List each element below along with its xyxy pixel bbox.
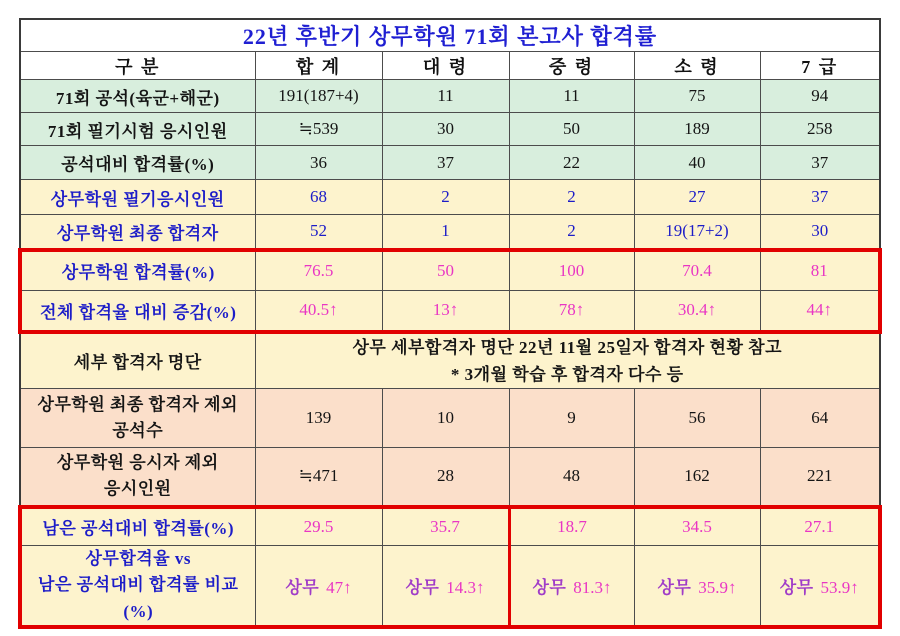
cell: 36	[255, 146, 382, 180]
cell: 100	[509, 250, 634, 291]
row-label: 71회 공석(육군+해군)	[20, 80, 255, 113]
cell: 30.4↑	[634, 291, 760, 332]
cell: 37	[760, 180, 880, 215]
row-label: 상무학원 응시자 제외 응시인원	[20, 448, 255, 507]
row-label: 상무학원 필기응시인원	[20, 180, 255, 215]
cell: 2	[509, 180, 634, 215]
table-row-highlighted	[20, 507, 880, 546]
table-row	[20, 146, 880, 180]
cell: 78↑	[509, 291, 634, 332]
sangmu-prefix: 상무	[532, 578, 567, 598]
column-header-total: 합 계	[255, 52, 382, 80]
cell: 13↑	[382, 291, 509, 332]
cell: 9	[509, 389, 634, 448]
sangmu-prefix: 상무	[779, 578, 814, 598]
row-label: 상무학원 최종 합격자	[20, 215, 255, 250]
cell: 75	[634, 80, 760, 113]
cell: 상무 35.9↑	[634, 546, 760, 628]
cell: ≒539	[255, 113, 382, 146]
cell: 상무 81.3↑	[509, 546, 634, 628]
cell: 94	[760, 80, 880, 113]
cell: 상무 14.3↑	[382, 546, 509, 628]
cell: 221	[760, 448, 880, 507]
column-header-major: 소 령	[634, 52, 760, 80]
detail-note-line1: 상무 세부합격자 명단 22년 11월 25일자 합격자 현황 참고	[352, 337, 782, 357]
sangmu-prefix: 상무	[657, 578, 692, 598]
sangmu-prefix: 상무	[285, 578, 320, 598]
cell: 28	[382, 448, 509, 507]
cell: 191(187+4)	[255, 80, 382, 113]
row-label: 전체 합격율 대비 증감(%)	[20, 291, 255, 332]
row-label: 공석대비 합격률(%)	[20, 146, 255, 180]
table-row	[20, 215, 880, 250]
cell: 19(17+2)	[634, 215, 760, 250]
row-label: 남은 공석대비 합격률(%)	[20, 507, 255, 546]
cell: 상무 47↑	[255, 546, 382, 628]
cell: ≒471	[255, 448, 382, 507]
cell: 35.7	[382, 507, 509, 546]
sangmu-prefix: 상무	[405, 578, 440, 598]
cell: 37	[760, 146, 880, 180]
table-row	[20, 180, 880, 215]
cell: 37	[382, 146, 509, 180]
cell: 11	[382, 80, 509, 113]
table-row-highlighted	[20, 250, 880, 291]
column-header-gubun: 구 분	[20, 52, 255, 80]
pass-rate-table-container	[18, 18, 882, 629]
cell: 2	[509, 215, 634, 250]
cell: 70.4	[634, 250, 760, 291]
cell: 64	[760, 389, 880, 448]
title-row	[20, 19, 880, 52]
cell: 52	[255, 215, 382, 250]
column-header-colonel: 대 령	[382, 52, 509, 80]
table-row-note	[20, 332, 880, 389]
cell: 30	[760, 215, 880, 250]
cell: 139	[255, 389, 382, 448]
detail-note-cell	[255, 332, 880, 389]
row-label: 상무합격율 vs 남은 공석대비 합격률 비교(%)	[20, 546, 255, 628]
column-header-grade7: 7 급	[760, 52, 880, 80]
cell: 44↑	[760, 291, 880, 332]
cell: 258	[760, 113, 880, 146]
cell: 40.5↑	[255, 291, 382, 332]
cell: 68	[255, 180, 382, 215]
cell: 40	[634, 146, 760, 180]
table-row	[20, 113, 880, 146]
cell: 29.5	[255, 507, 382, 546]
cell: 11	[509, 80, 634, 113]
cell: 56	[634, 389, 760, 448]
row-label: 상무학원 최종 합격자 제외 공석수	[20, 389, 255, 448]
row-label: 세부 합격자 명단	[20, 332, 255, 389]
pass-rate-table	[18, 18, 882, 629]
table-row	[20, 448, 880, 507]
row-label: 71회 필기시험 응시인원	[20, 113, 255, 146]
cell: 76.5	[255, 250, 382, 291]
cell: 48	[509, 448, 634, 507]
row-label: 상무학원 합격률(%)	[20, 250, 255, 291]
table-row	[20, 80, 880, 113]
cell: 27	[634, 180, 760, 215]
table-row	[20, 389, 880, 448]
table-row-highlighted	[20, 546, 880, 628]
table-row-highlighted	[20, 291, 880, 332]
header-row	[20, 52, 880, 80]
cell: 162	[634, 448, 760, 507]
detail-note-line2: * 3개월 학습 후 합격자 다수 등	[450, 364, 684, 384]
cell: 30	[382, 113, 509, 146]
cell: 10	[382, 389, 509, 448]
cell: 27.1	[760, 507, 880, 546]
cell: 22	[509, 146, 634, 180]
cell: 18.7	[509, 507, 634, 546]
cell: 50	[382, 250, 509, 291]
page-title: 22년 후반기 상무학원 71회 본고사 합격률	[20, 19, 880, 52]
cell: 상무 53.9↑	[760, 546, 880, 628]
column-header-ltcolonel: 중 령	[509, 52, 634, 80]
cell: 1	[382, 215, 509, 250]
cell: 81	[760, 250, 880, 291]
cell: 50	[509, 113, 634, 146]
cell: 2	[382, 180, 509, 215]
cell: 189	[634, 113, 760, 146]
cell: 34.5	[634, 507, 760, 546]
